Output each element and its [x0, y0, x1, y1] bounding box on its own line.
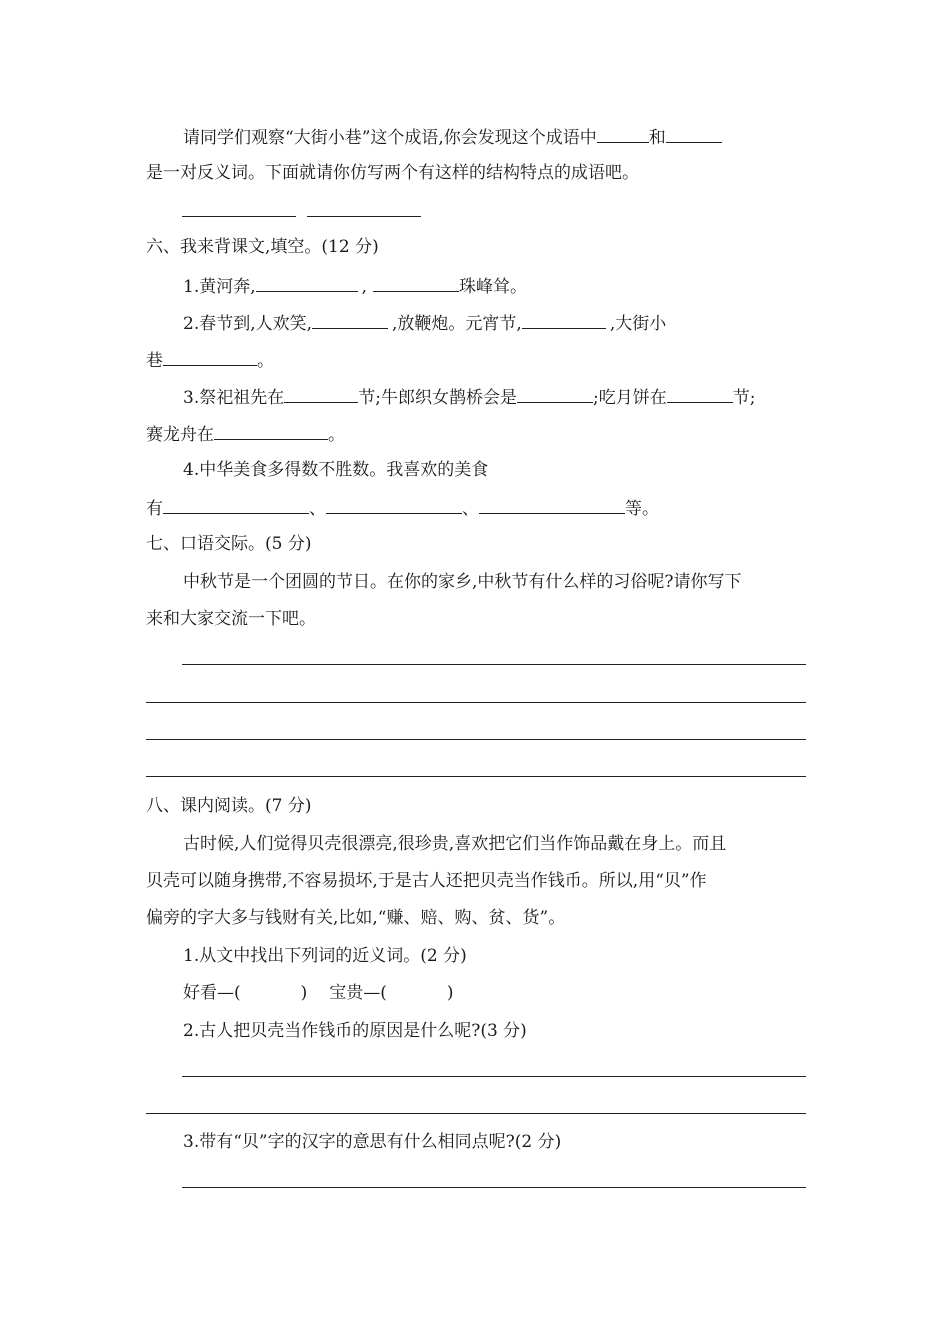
sec7-answer-line-2[interactable] — [146, 702, 806, 703]
sec6-q3-end: 节; — [732, 388, 756, 408]
sec8-para-2-text: 贝壳可以随身携带,不容易损坏,于是古人还把贝壳当作钱币。所以,用“贝”作 — [146, 871, 707, 891]
section-6-heading — [146, 235, 379, 259]
sec6-q4-blank-3[interactable] — [479, 495, 625, 514]
sec8-q2-answer-line-2[interactable] — [146, 1113, 806, 1114]
sec7-text-1 — [183, 570, 742, 594]
sec8-para-2 — [146, 869, 707, 893]
sec6-q3-period: 。 — [328, 425, 345, 445]
sec8-q1-words — [183, 981, 454, 1005]
sec6-q2-blank-3[interactable] — [163, 347, 257, 366]
sec8-q3 — [183, 1130, 561, 1154]
sec6-q4-blank-2[interactable] — [326, 495, 462, 514]
intro-text-and: 和 — [648, 128, 666, 148]
section-7-heading — [146, 532, 311, 556]
sec8-para-3 — [146, 906, 565, 930]
sec6-q4-sep-1: 、 — [309, 499, 326, 519]
sec6-q3-mid-2: ;吃月饼在 — [592, 388, 667, 408]
sec6-q2-mid: ,放鞭炮。元宵节, — [392, 314, 522, 334]
sec8-q3-answer-line-1[interactable] — [182, 1187, 806, 1188]
sec6-q2-cont — [146, 347, 274, 371]
sec8-q1-text: 1.从文中找出下列词的近义词。(2 分) — [183, 946, 467, 966]
sec6-q1-comma: , — [361, 277, 368, 297]
blank-idiom-1[interactable] — [182, 216, 296, 217]
sec6-q4-text: 4.中华美食多得数不胜数。我喜欢的美食 — [183, 460, 489, 480]
sec7-answer-line-3[interactable] — [146, 739, 806, 740]
sec7-text-2 — [146, 607, 316, 631]
sec6-q1-blank-1[interactable] — [256, 273, 358, 292]
sec6-q3-cont — [146, 421, 345, 445]
sec6-q2-text: 2.春节到,人欢笑, — [183, 314, 313, 334]
blank-antonym-1[interactable] — [597, 124, 649, 143]
sec7-answer-line-4[interactable] — [146, 776, 806, 777]
sec6-q3-blank-1[interactable] — [284, 384, 358, 403]
sec6-q2-blank-1[interactable] — [312, 310, 388, 329]
sec7-text-2-content: 来和大家交流一下吧。 — [146, 609, 316, 629]
sec6-q4-sep-2: 、 — [462, 499, 479, 519]
sec6-q3-blank-2[interactable] — [517, 384, 593, 403]
sec6-q1-blank-2[interactable] — [373, 273, 459, 292]
sec8-para-1-text: 古时候,人们觉得贝壳很漂亮,很珍贵,喜欢把它们当作饰品戴在身上。而且 — [183, 834, 727, 854]
intro-text: 请同学们观察“大街小巷”这个成语,你会发现这个成语中 — [183, 128, 597, 148]
sec6-q3 — [183, 384, 755, 408]
sec6-q3-blank-3[interactable] — [667, 384, 733, 403]
sec6-q2-period: 。 — [257, 351, 274, 371]
sec8-para-3-text: 偏旁的字大多与钱财有关,比如,“赚、赔、购、贫、货”。 — [146, 908, 566, 928]
section-6-heading-text: 六、我来背课文,填空。(12 分) — [146, 237, 379, 257]
sec6-q2 — [183, 310, 666, 334]
sec6-q4-end: 等。 — [625, 499, 659, 519]
sec8-para-1 — [183, 832, 726, 856]
sec6-q4-blank-1[interactable] — [163, 495, 309, 514]
sec6-q2-blank-2[interactable] — [522, 310, 606, 329]
sec6-q4-cont — [146, 495, 659, 519]
sec6-q3-text: 3.祭祀祖先在 — [183, 388, 285, 408]
section-8-heading-text: 八、课内阅读。(7 分) — [146, 796, 312, 816]
intro-line-2 — [146, 161, 639, 185]
sec6-q1 — [183, 273, 527, 297]
sec6-q2-cont-text: 巷 — [146, 351, 163, 371]
sec8-q2-answer-line-1[interactable] — [182, 1076, 806, 1077]
sec7-answer-line-1[interactable] — [182, 664, 806, 665]
sec8-q1 — [183, 944, 467, 968]
sec8-q2-text: 2.古人把贝壳当作钱币的原因是什么呢?(3 分) — [183, 1021, 527, 1041]
sec6-q3-cont-text: 赛龙舟在 — [146, 425, 214, 445]
intro-line-1 — [183, 124, 722, 148]
synonym-paren-close-1: ) — [300, 983, 308, 1003]
blank-idiom-2[interactable] — [307, 216, 421, 217]
sec6-q4 — [183, 458, 488, 482]
sec6-q1-text: 1.黄河奔, — [183, 277, 256, 297]
sec8-q2 — [183, 1019, 527, 1043]
synonym-prompt-2: 宝贵—( — [329, 983, 387, 1003]
sec6-q1-end: 珠峰耸。 — [459, 277, 528, 297]
sec6-q3-blank-4[interactable] — [214, 421, 328, 440]
section-7-heading-text: 七、口语交际。(5 分) — [146, 534, 312, 554]
synonym-prompt-1: 好看—( — [183, 983, 241, 1003]
sec6-q4-you: 有 — [146, 499, 163, 519]
sec6-q3-mid: 节;牛郎织女鹊桥会是 — [358, 388, 517, 408]
sec6-q2-end: ,大街小 — [609, 314, 667, 334]
synonym-paren-close-2: ) — [446, 983, 454, 1003]
intro-text-2: 是一对反义词。下面就请你仿写两个有这样的结构特点的成语吧。 — [146, 163, 639, 183]
blank-antonym-2[interactable] — [666, 124, 722, 143]
section-8-heading — [146, 794, 311, 818]
sec7-text-1-content: 中秋节是一个团圆的节日。在你的家乡,中秋节有什么样的习俗呢?请你写下 — [183, 572, 742, 592]
sec8-q3-text: 3.带有“贝”字的汉字的意思有什么相同点呢?(2 分) — [183, 1132, 562, 1152]
